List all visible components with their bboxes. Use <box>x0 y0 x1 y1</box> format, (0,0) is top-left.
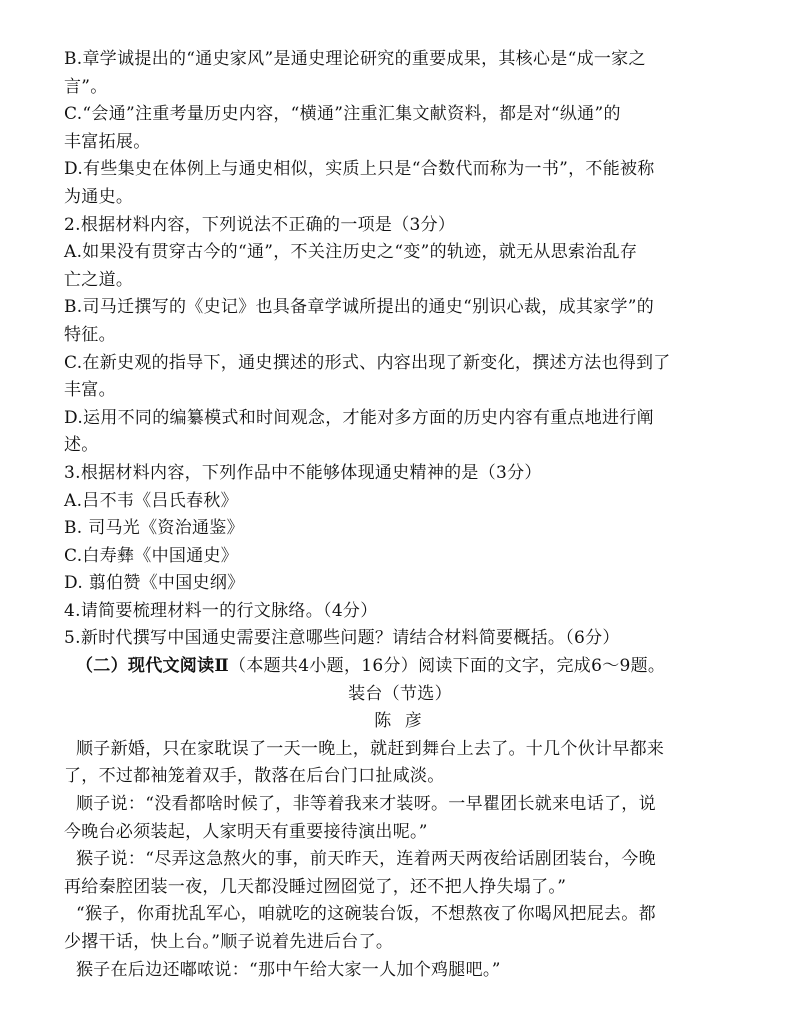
section-heading: （二）现代文阅读Ⅱ <box>76 656 230 677</box>
option-b: B. 司马光《资治通鉴》 <box>64 518 244 539</box>
paragraph-line: 顺子说：“没看都啥时候了，非等着我来才装呀。一早瞿团长就来电话了，说 <box>76 794 656 815</box>
text-line: 为通史。 <box>64 186 134 207</box>
story-author: 陈 彦 <box>374 711 426 732</box>
question-2: 2.根据材料内容，下列说法不正确的一项是（3分） <box>64 214 456 235</box>
text-line: C.在新史观的指导下，通史撰述的形式、内容出现了新变化，撰述方法也得到了 <box>64 352 671 373</box>
text-line: A.如果没有贯穿古今的“通”，不关注历史之“变”的轨迹，就无从思索治乱存 <box>64 242 638 263</box>
paragraph-line: 了，不过都袖笼着双手，散落在后台门口扯咸淡。 <box>64 766 445 787</box>
text-line: D.有些集史在体例上与通史相似，实质上只是“合数代而称为一书”，不能被称 <box>64 159 655 180</box>
text-line: 言”。 <box>64 76 108 97</box>
text-line: B.章学诚提出的“通史家风”是通史理论研究的重要成果，其核心是“成一家之 <box>64 49 646 69</box>
question-3: 3.根据材料内容，下列作品中不能够体现通史精神的是（3分） <box>64 462 542 483</box>
paragraph-line: 今晚台必须装起，人家明天有重要接待演出呢。” <box>64 821 428 842</box>
paragraph-line: 猴子在后边还嘟哝说：“那中午给大家一人加个鸡腿吧。” <box>76 959 501 980</box>
question-4: 4.请简要梳理材料一的行文脉络。（4分） <box>64 600 378 621</box>
paragraph-line: “猴子，你甭扰乱军心，咱就吃的这碗装台饭，不想熬夜了你喝风把屁去。都 <box>76 904 656 925</box>
option-d: D. 翦伯赞《中国史纲》 <box>64 573 245 594</box>
paragraph-line: 猴子说：“尽弄这急熬火的事，前天昨天，连着两天两夜给话剧团装台，今晚 <box>76 849 656 870</box>
text-line: 丰富拓展。 <box>64 131 151 152</box>
paragraph-line: 顺子新婚，只在家耽误了一天一晚上，就赶到舞台上去了。十几个伙计早都来 <box>76 738 665 759</box>
section-instruction: （本题共4小题，16分）阅读下面的文字，完成6～9题。 <box>229 656 666 677</box>
text-line: B.司马迁撰写的《史记》也具备章学诚所提出的通史“别识心裁，成其家学”的 <box>64 297 655 318</box>
text-line: 特征。 <box>64 324 116 345</box>
section-heading-line <box>64 653 736 681</box>
text-line: 丰富。 <box>64 380 116 401</box>
question-5: 5.新时代撰写中国通史需要注意哪些问题？请结合材料简要概括。（6分） <box>64 628 620 649</box>
text-line: 亡之道。 <box>64 269 134 290</box>
text-line: 述。 <box>64 435 99 456</box>
paragraph-line: 少撂干话，快上台。”顺子说着先进后台了。 <box>64 932 394 952</box>
option-c: C.白寿彝《中国通史》 <box>64 545 239 566</box>
paragraph-line: 再给秦腔团装一夜，几天都没睡过囫囵觉了，还不把人挣失塌了。” <box>64 876 567 897</box>
text-line: C.“会通”注重考量历史内容，“横通”注重汇集文献资料，都是对“纵通”的 <box>64 104 621 125</box>
text-line: D.运用不同的编纂模式和时间观念，才能对多方面的历史内容有重点地进行阐 <box>64 407 654 428</box>
story-title: 装台（节选） <box>348 683 452 704</box>
option-a: A.吕不韦《吕氏春秋》 <box>64 490 238 511</box>
